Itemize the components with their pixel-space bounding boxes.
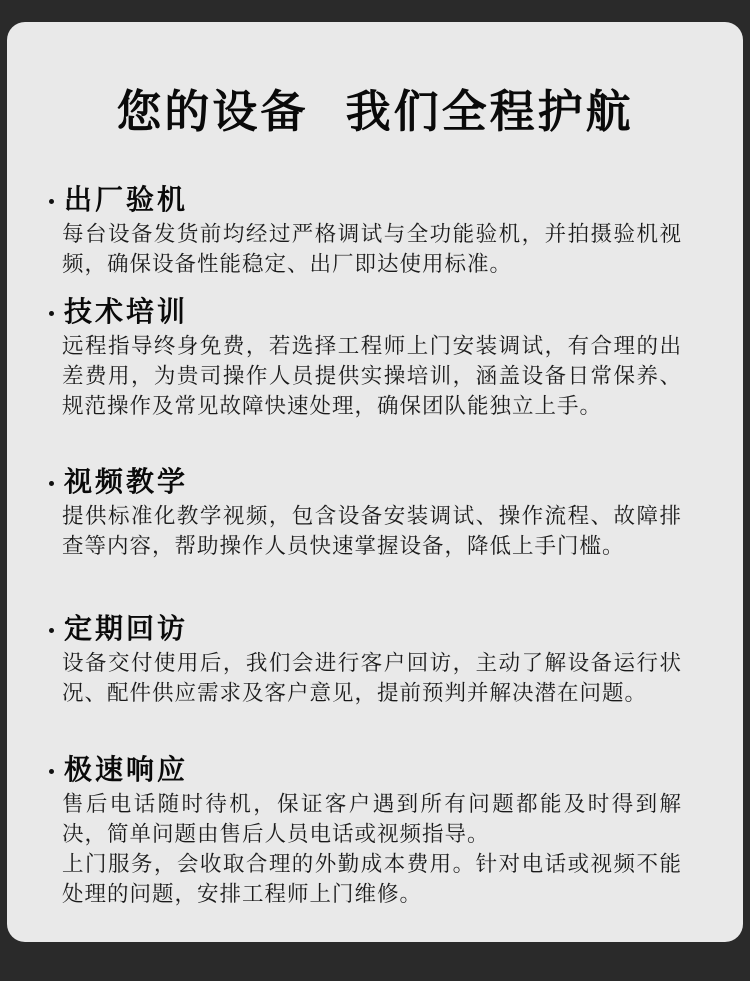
section-body — [62, 220, 682, 280]
section-heading — [49, 292, 188, 332]
section-paragraph: 提供标准化教学视频，包含设备安装调试、操作流程、故障排查等内容，帮助操作人员快速掌握设备，降低上手门槛。 — [62, 504, 682, 559]
section-title: 技术培训 — [64, 295, 189, 328]
service-card — [7, 22, 743, 942]
section-heading — [49, 462, 188, 502]
section-paragraph: 远程指导终身免费，若选择工程师上门安装调试，有合理的出差费用，为贵司操作人员提供实操培训，涵盖设备日常保养、规范操作及常见故障快速处理，确保团队能独立上手。 — [62, 334, 682, 419]
section-body — [62, 332, 682, 422]
section-title: 出厂验机 — [64, 183, 189, 216]
section-body — [62, 790, 682, 910]
section-heading — [49, 180, 188, 220]
bullet-dot-icon — [49, 769, 54, 774]
bullet-dot-icon — [49, 628, 54, 633]
section-paragraph: 上门服务，会收取合理的外勤成本费用。针对电话或视频不能处理的问题，安排工程师上门维修。 — [62, 852, 682, 907]
section-paragraph: 售后电话随时待机，保证客户遇到所有问题都能及时得到解决，简单问题由售后人员电话或视频指导。 — [62, 792, 682, 847]
bullet-dot-icon — [49, 199, 54, 204]
section-paragraph: 设备交付使用后，我们会进行客户回访，主动了解设备运行状况、配件供应需求及客户意见，提前预判并解决潜在问题。 — [62, 651, 682, 706]
bullet-dot-icon — [49, 311, 54, 316]
section-title: 定期回访 — [64, 612, 189, 645]
section-body — [62, 649, 682, 709]
section-title: 视频教学 — [64, 465, 189, 498]
section-heading — [49, 609, 188, 649]
bullet-dot-icon — [49, 481, 54, 486]
section-heading — [49, 750, 188, 790]
section-paragraph: 每台设备发货前均经过严格调试与全功能验机，并拍摄验机视频，确保设备性能稳定、出厂即达使用标准。 — [62, 222, 682, 277]
section-title: 极速响应 — [64, 753, 189, 786]
section-body — [62, 502, 682, 562]
page-title: 您的设备 我们全程护航 — [116, 85, 634, 138]
